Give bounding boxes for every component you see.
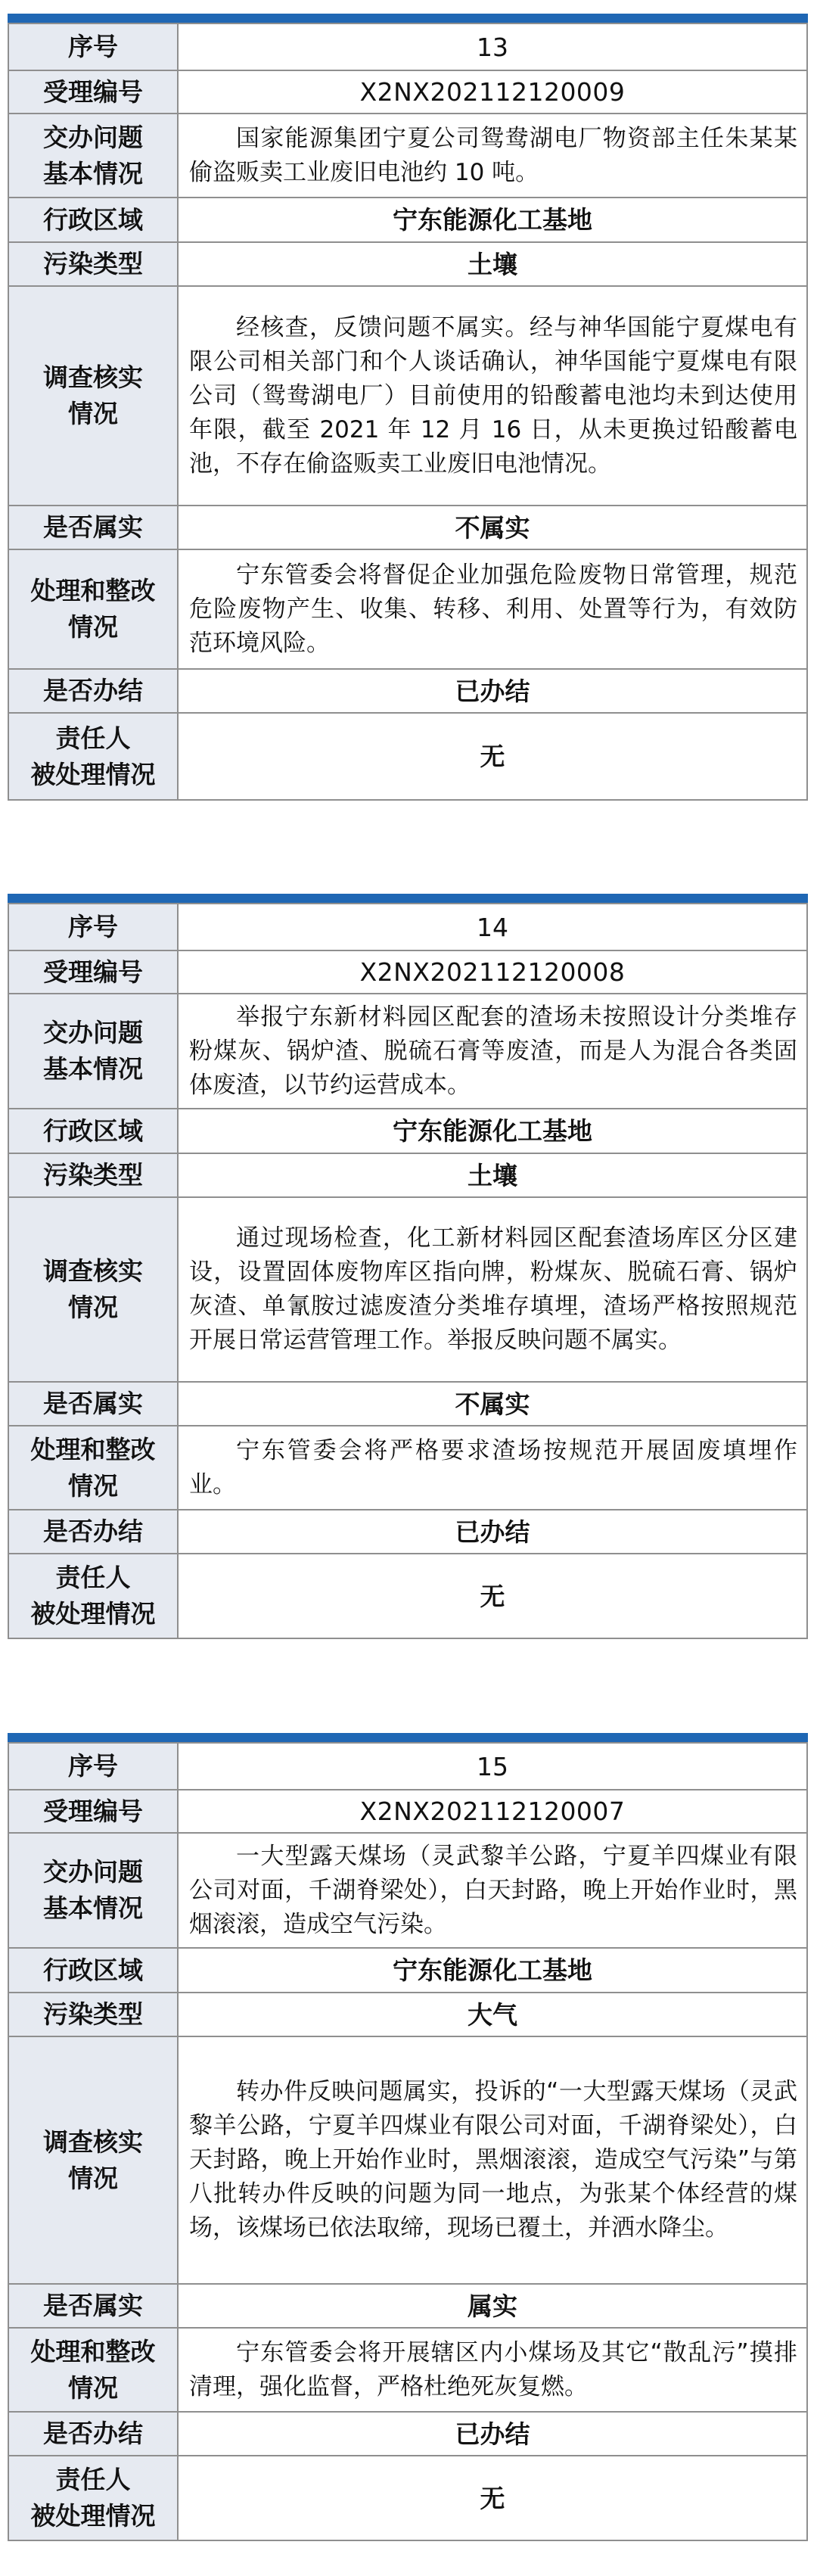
label-index: 序号 xyxy=(8,904,178,950)
label-region: 行政区域 xyxy=(8,1109,178,1153)
record-15 xyxy=(8,1733,808,2541)
value-responsible: 无 xyxy=(178,1554,807,1638)
record-table xyxy=(8,1742,808,2541)
label-pollution: 污染类型 xyxy=(8,1993,178,2036)
value-handling: 宁东管委会将开展辖区内小煤场及其它“散乱污”摸排清理，强化监督，严格杜绝死灰复燃。 xyxy=(178,2328,807,2412)
value-pollution: 土壤 xyxy=(178,242,807,286)
label-index: 序号 xyxy=(8,1743,178,1790)
value-responsible: 无 xyxy=(178,713,807,800)
value-index: 15 xyxy=(178,1743,807,1790)
label-responsible: 责任人 被处理情况 xyxy=(8,2456,178,2540)
label-verified: 是否属实 xyxy=(8,506,178,549)
label-issue: 交办问题 基本情况 xyxy=(8,1833,178,1948)
value-issue: 国家能源集团宁夏公司鸳鸯湖电厂物资部主任朱某某偷盗贩卖工业废旧电池约 10 吨。 xyxy=(178,114,807,198)
value-closed: 已办结 xyxy=(178,2412,807,2456)
record-header-bar xyxy=(8,894,808,903)
label-issue: 交办问题 基本情况 xyxy=(8,994,178,1109)
value-pollution: 土壤 xyxy=(178,1153,807,1197)
value-code: X2NX202112120009 xyxy=(178,70,807,114)
label-closed: 是否办结 xyxy=(8,2412,178,2456)
record-13 xyxy=(8,14,808,801)
value-region: 宁东能源化工基地 xyxy=(178,1948,807,1993)
value-handling: 宁东管委会将严格要求渣场按规范开展固废填埋作业。 xyxy=(178,1426,807,1510)
label-closed: 是否办结 xyxy=(8,669,178,713)
label-region: 行政区域 xyxy=(8,198,178,242)
label-investigation: 调查核实 情况 xyxy=(8,2036,178,2284)
value-investigation: 通过现场检查，化工新材料园区配套渣场库区分区建设，设置固体废物库区指向牌，粉煤灰、脱硫石膏、锅炉灰渣、单氰胺过滤废渣分类堆存填埋，渣场严格按照规范开展日常运营管理工作。举报反映问题不属实。 xyxy=(178,1197,807,1382)
label-investigation: 调查核实 情况 xyxy=(8,286,178,506)
label-handling: 处理和整改 情况 xyxy=(8,1426,178,1510)
record-header-bar xyxy=(8,14,808,23)
value-pollution: 大气 xyxy=(178,1993,807,2036)
value-closed: 已办结 xyxy=(178,1510,807,1554)
label-responsible: 责任人 被处理情况 xyxy=(8,1554,178,1638)
value-handling: 宁东管委会将督促企业加强危险废物日常管理，规范危险废物产生、收集、转移、利用、处置等行为，有效防范环境风险。 xyxy=(178,549,807,669)
value-region: 宁东能源化工基地 xyxy=(178,198,807,242)
value-code: X2NX202112120007 xyxy=(178,1790,807,1833)
value-index: 14 xyxy=(178,904,807,950)
record-14 xyxy=(8,894,808,1639)
value-verified: 不属实 xyxy=(178,1382,807,1426)
label-closed: 是否办结 xyxy=(8,1510,178,1554)
label-region: 行政区域 xyxy=(8,1948,178,1993)
value-closed: 已办结 xyxy=(178,669,807,713)
label-code: 受理编号 xyxy=(8,1790,178,1833)
label-verified: 是否属实 xyxy=(8,2284,178,2328)
record-header-bar xyxy=(8,1733,808,1742)
value-issue: 一大型露天煤场（灵武黎羊公路，宁夏羊四煤业有限公司对面，千湖脊梁处），白天封路，晚上开始作业时，黑烟滚滚，造成空气污染。 xyxy=(178,1833,807,1948)
record-table xyxy=(8,23,808,801)
value-verified: 不属实 xyxy=(178,506,807,549)
value-investigation: 经核查，反馈问题不属实。经与神华国能宁夏煤电有限公司相关部门和个人谈话确认，神华国能宁夏煤电有限公司（鸳鸯湖电厂）目前使用的铅酸蓄电池均未到达使用年限，截至 2021 年 12 月 16 日，从未更换过铅酸蓄电池，不存在偷盗贩卖工业废旧电池情况。 xyxy=(178,286,807,506)
value-investigation: 转办件反映问题属实，投诉的“一大型露天煤场（灵武黎羊公路，宁夏羊四煤业有限公司对面，千湖脊梁处），白天封路，晚上开始作业时，黑烟滚滚，造成空气污染”与第八批转办件反映的问题为同一地点，为张某个体经营的煤场，该煤场已依法取缔，现场已覆土，并洒水降尘。 xyxy=(178,2036,807,2284)
value-region: 宁东能源化工基地 xyxy=(178,1109,807,1153)
record-table xyxy=(8,903,808,1639)
label-code: 受理编号 xyxy=(8,70,178,114)
label-handling: 处理和整改 情况 xyxy=(8,549,178,669)
label-investigation: 调查核实 情况 xyxy=(8,1197,178,1382)
label-index: 序号 xyxy=(8,23,178,70)
label-code: 受理编号 xyxy=(8,950,178,994)
value-issue: 举报宁东新材料园区配套的渣场未按照设计分类堆存粉煤灰、锅炉渣、脱硫石膏等废渣，而是人为混合各类固体废渣，以节约运营成本。 xyxy=(178,994,807,1109)
value-code: X2NX202112120008 xyxy=(178,950,807,994)
label-pollution: 污染类型 xyxy=(8,1153,178,1197)
label-responsible: 责任人 被处理情况 xyxy=(8,713,178,800)
value-index: 13 xyxy=(178,23,807,70)
label-pollution: 污染类型 xyxy=(8,242,178,286)
label-handling: 处理和整改 情况 xyxy=(8,2328,178,2412)
label-verified: 是否属实 xyxy=(8,1382,178,1426)
label-issue: 交办问题 基本情况 xyxy=(8,114,178,198)
value-responsible: 无 xyxy=(178,2456,807,2540)
value-verified: 属实 xyxy=(178,2284,807,2328)
